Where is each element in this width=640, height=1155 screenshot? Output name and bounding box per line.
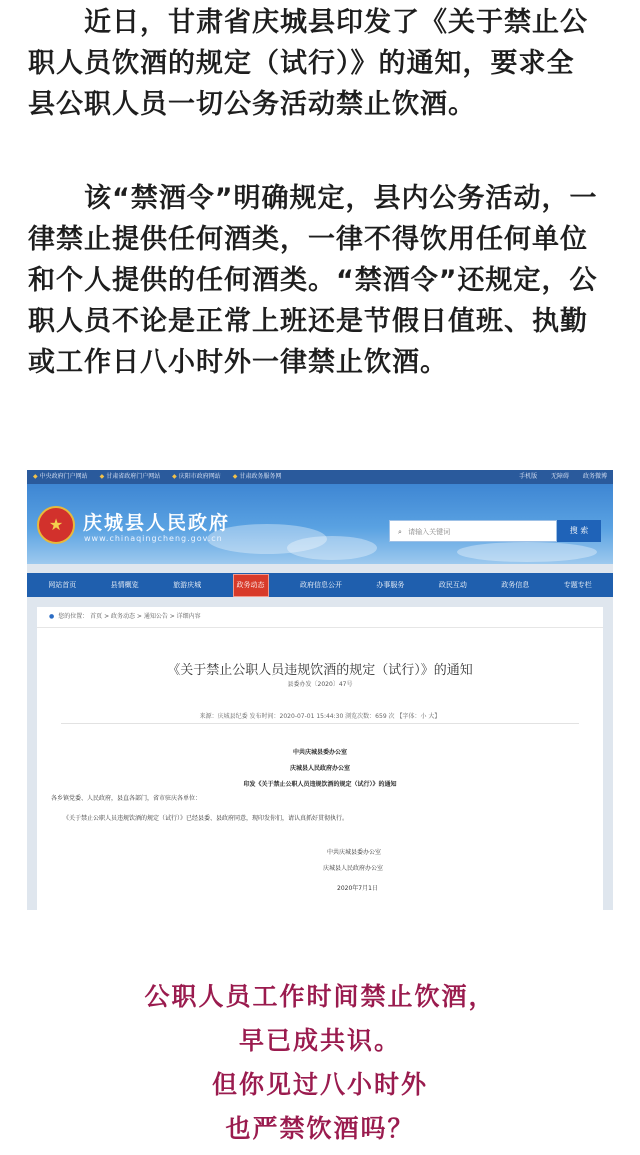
tagline-line: 早已成共识。 [238,1026,401,1055]
signature: 庆城县人民政府办公室 [323,865,384,872]
article-title: 《关于禁止公职人员违规饮酒的规定（试行）》的通知 [167,663,473,678]
search-input[interactable] [389,520,557,542]
search-placeholder: 请输入关键词 [408,528,451,536]
intro-line: 职人员饮酒的规定（试行）》的通知，要求全 [28,48,575,79]
tagline-line: 但你见过八小时外 [211,1070,428,1099]
detail-line: 或工作日八小时外一律禁止饮酒。 [28,347,448,378]
signature: 中共庆城县委办公室 [327,849,382,856]
detail-paragraph [28,178,612,383]
intro-paragraph [28,2,612,125]
top-link[interactable]: ◆ 庆阳市政府网站 [172,473,221,480]
detail-line: 和个人提供的任何酒类。“禁酒令”还规定，公 [28,265,598,296]
nav-item-overview[interactable]: 县情概览 [110,581,139,589]
nav-item-home[interactable]: 网站首页 [48,581,77,589]
detail-line: 该“禁酒令”明确规定，县内公务活动，一 [84,183,598,214]
government-website-screenshot [27,470,613,910]
article-panel [37,607,603,910]
top-link-bar [27,470,613,484]
site-header-banner [27,484,613,564]
nav-item-tourism[interactable]: 旅游庆城 [173,581,202,589]
issue-date: 2020年7月1日 [337,885,378,892]
document-number: 县委办发〔2020〕47号 [287,681,353,688]
location-pin-icon: ● [49,613,55,620]
detail-line: 职人员不论是正常上班还是节假日值班、执勤 [28,306,588,337]
top-link[interactable]: ◆ 甘肃政务服务网 [233,473,282,480]
article-meta: 来源：庆城县纪委 发布时间：2020-07-01 15:44:30 浏览次数：659 次 【字体：小 大】 [199,713,441,720]
tagline [0,975,640,1151]
search-button[interactable]: 搜 索 [557,520,601,542]
nav-item-services[interactable]: 办事服务 [376,581,405,589]
divider [61,723,579,724]
article-body: 《关于禁止公职人员违规饮酒的规定（试行）》已经县委、县政府同意，现印发你们，请认真抓好贯彻执行。 [63,815,349,822]
nav-item-info-disclosure[interactable]: 政府信息公开 [299,581,342,589]
intro-line: 县公职人员一切公务活动禁止饮酒。 [28,89,476,120]
site-url: www.chinaqingcheng.gov.cn [84,534,223,543]
top-link[interactable]: ◆ 甘肃省政府门户网站 [100,473,161,480]
weibo-link[interactable]: 政务微博 [582,473,607,480]
issue-title: 印发《关于禁止公职人员违规饮酒的规定（试行）》的通知 [243,781,397,788]
site-name: 庆城县人民政府 [83,512,231,534]
search-icon: ⌕ [398,528,402,536]
issuer-name: 中共庆城县委办公室 [292,749,347,756]
accessibility-link[interactable]: 无障碍 [551,473,570,480]
main-nav [27,573,613,597]
breadcrumb-text: 您的位置： 首页 > 政务动态 > 通知公告 > 详细内容 [58,613,201,620]
breadcrumb [37,607,603,628]
issuer-name: 庆城县人民政府办公室 [289,765,350,772]
nav-item-gov-info[interactable]: 政务信息 [501,581,530,589]
tagline-line: 也严禁饮酒吗？ [225,1114,415,1143]
recipients: 各乡镇党委、人民政府，县直各部门，省市驻庆各单位： [51,795,202,802]
nav-item-interaction[interactable]: 政民互动 [438,581,467,589]
top-link[interactable]: ◆ 中央政府门户网站 [33,473,88,480]
detail-line: 律禁止提供任何酒类，一律不得饮用任何单位 [28,224,588,255]
national-emblem-icon: ★ [37,506,75,544]
nav-item-government-news[interactable]: 政务动态 [233,574,269,597]
tagline-line: 公职人员工作时间禁止饮酒， [144,982,496,1011]
nav-item-special[interactable]: 专题专栏 [563,581,592,589]
mobile-version-link[interactable]: 手机版 [519,473,538,480]
intro-line: 近日，甘肃省庆城县印发了《关于禁止公 [84,7,588,38]
